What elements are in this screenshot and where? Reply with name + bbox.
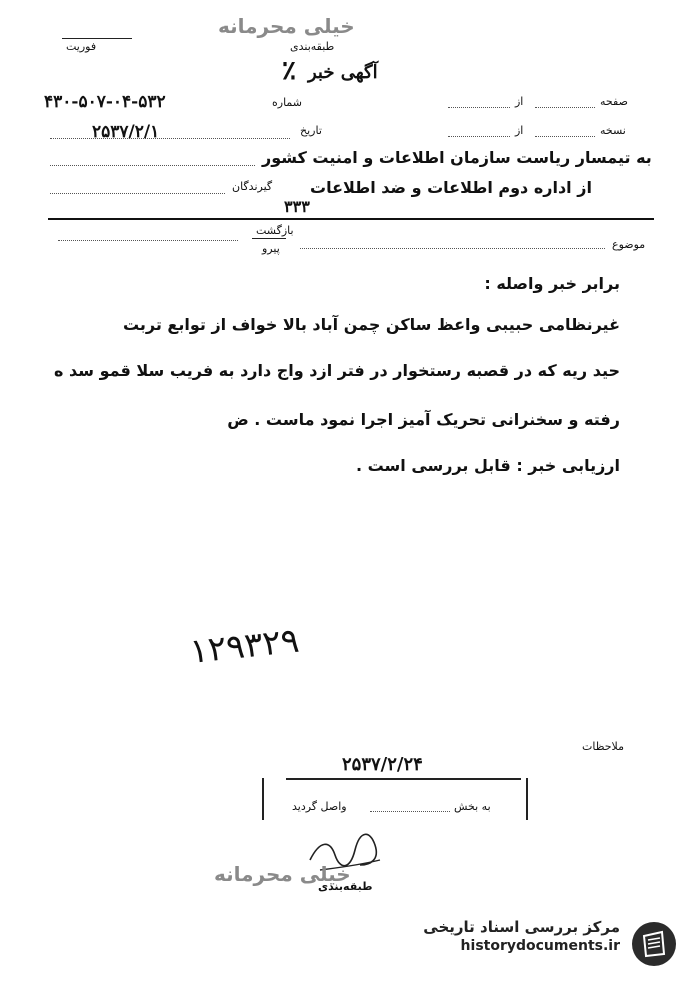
priority-label: فوریت <box>66 40 97 53</box>
classification-stamp-bottom: خیلی محرمانه <box>214 862 351 886</box>
to-line-dots <box>50 165 255 166</box>
date-dots <box>50 138 290 139</box>
return-divider <box>252 238 286 239</box>
classification-label-bottom: طبقه‌بندی <box>318 880 373 893</box>
watermark-title: مرکز بررسی اسناد تاریخی <box>423 918 620 936</box>
copy-from-dots <box>448 136 510 137</box>
number-label: شماره <box>272 96 303 109</box>
priority-underline <box>62 38 132 39</box>
page-from-label: از <box>515 95 524 108</box>
return-label: بازگشت <box>256 224 294 237</box>
return-dots <box>58 240 238 241</box>
page-label: صفحه <box>600 95 628 108</box>
received-section-dots <box>370 811 450 812</box>
watermark-url: historydocuments.ir <box>460 938 620 954</box>
recipients-dots <box>50 193 225 194</box>
remarks-label: ملاحظات <box>582 740 624 753</box>
body-line-5: ارزیابی خبر : قابل بررسی است . <box>355 456 620 475</box>
office-code: ۳۳۳ <box>284 197 310 216</box>
handwritten-archive-number: ۱۲۹۳۲۹ <box>187 620 302 672</box>
to-line: به تیمسار ریاست سازمان اطلاعات و امنیت کشور <box>262 148 652 167</box>
from-line: از اداره دوم اطلاعات و ضد اطلاعات <box>310 178 592 197</box>
recipients-label: گیرندگان <box>232 180 273 193</box>
copy-from-label: از <box>515 124 524 137</box>
copy-dots <box>535 136 595 137</box>
subject-dots <box>300 248 605 249</box>
classification-label-top: طبقه‌بندی <box>290 40 335 53</box>
page-from-dots <box>448 107 510 108</box>
number-value: ۴۳۰-۵۰۷-۰۴-۵۳۲ <box>44 92 166 112</box>
body-line-4: رفته و سخنرانی تحریک آمیز اجرا نمود ماست . ض <box>227 410 620 429</box>
copy-label: نسخه <box>600 124 626 137</box>
received-text: واصل گردید <box>292 800 347 813</box>
received-date: ۲۵۳۷/۲/۲۴ <box>342 754 423 775</box>
body-line-3: حید ریه که در قصبه رستخوار در فتر ازد واج دارد به فریب سلا قمو سد ه <box>54 361 620 380</box>
received-section-label: به بخش <box>454 800 491 813</box>
received-stamp-box <box>262 778 528 820</box>
date-value: ۲۵۳۷/۲/۱ <box>92 122 160 142</box>
doc-type-title: آگهی خبر <box>308 62 378 83</box>
watermark <box>410 918 620 954</box>
header-divider <box>48 218 654 220</box>
handwritten-mark: ٪ <box>282 56 296 86</box>
page-dots <box>535 107 595 108</box>
date-label: تاریخ <box>300 124 322 137</box>
archive-logo-icon <box>632 922 676 966</box>
classification-stamp-top: خیلی محرمانه <box>218 14 355 38</box>
body-line-2: غیرنظامی حبیبی واعظ ساکن چمن آباد بالا خواف از توابع تربت <box>122 315 620 334</box>
body-line-1: برابر خبر واصله : <box>484 274 620 293</box>
subject-label: موضوع <box>612 238 646 251</box>
follow-label: پیرو <box>262 242 280 255</box>
